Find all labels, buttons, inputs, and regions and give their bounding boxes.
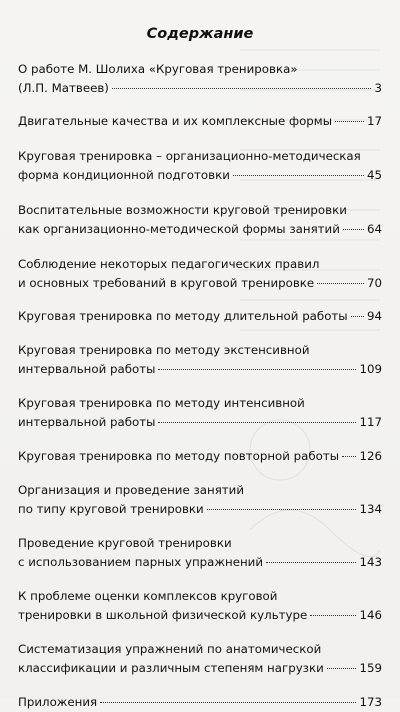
toc-entry-text: Круговая тренировка по методу экстенсивной [18, 343, 310, 357]
toc-entry-text: Систематизация упражнений по анатомической [18, 642, 322, 656]
toc-entry[interactable] [18, 481, 382, 519]
toc-page-number: 173 [359, 695, 382, 709]
toc-entry[interactable] [18, 447, 382, 466]
toc-entry-text: Двигательные качества и их комплексные формы [18, 114, 333, 128]
toc-page-number: 3 [374, 81, 382, 95]
dot-leader [351, 316, 364, 317]
toc-entry-text: форма кондиционной подготовки [18, 168, 230, 182]
table-of-contents [18, 60, 382, 712]
toc-entry[interactable] [18, 693, 382, 712]
dot-leader [207, 509, 357, 510]
toc-page-number: 126 [359, 449, 382, 463]
toc-page-number: 70 [366, 276, 382, 290]
dot-leader [100, 702, 356, 703]
toc-entry[interactable] [18, 341, 382, 379]
toc-entry[interactable] [18, 255, 382, 293]
toc-entry-text: Круговая тренировка – организационно-методическая [18, 149, 361, 163]
dot-leader [158, 369, 356, 370]
toc-entry[interactable] [18, 307, 382, 326]
contents-heading: Содержание [146, 26, 254, 42]
toc-entry-text: Воспитательные возможности круговой тренировки [18, 203, 347, 217]
dot-leader [327, 668, 357, 669]
toc-entry-text: О работе М. Шолиха «Круговая тренировка» [18, 62, 298, 76]
toc-page-number: 117 [359, 415, 382, 429]
toc-page-number: 134 [359, 502, 382, 516]
toc-entry-text: (Л.П. Матвеев) [18, 81, 109, 95]
toc-entry[interactable] [18, 640, 382, 678]
dot-leader [335, 121, 364, 122]
toc-page-number: 17 [366, 114, 382, 128]
dot-leader [343, 229, 364, 230]
toc-page-number: 94 [366, 309, 382, 323]
toc-entry-text: Организация и проведение занятий [18, 483, 244, 497]
toc-entry[interactable] [18, 112, 382, 131]
toc-entry-text: интервальной работы [18, 362, 156, 376]
toc-entry-text: как организационно-методической формы занятий [18, 222, 340, 236]
toc-entry[interactable] [18, 60, 382, 98]
toc-entry-text: тренировки в школьной физической культуре [18, 608, 308, 622]
dot-leader [310, 615, 356, 616]
toc-page-number: 143 [359, 555, 382, 569]
toc-entry-text: по типу круговой тренировки [18, 502, 204, 516]
dot-leader [342, 456, 356, 457]
dot-leader [233, 175, 364, 176]
toc-entry[interactable] [18, 201, 382, 239]
toc-entry-text: Круговая тренировка по методу длительной работы [18, 309, 348, 323]
toc-page-number: 64 [366, 222, 382, 236]
toc-entry-text: Круговая тренировка по методу повторной работы [18, 449, 340, 463]
toc-entry[interactable] [18, 147, 382, 185]
toc-page-number: 146 [359, 608, 382, 622]
toc-entry-text: и основных требований в круговой тренировке [18, 276, 315, 290]
toc-entry-text: К проблеме оценки комплексов круговой [18, 589, 278, 603]
toc-entry-text: с использованием парных упражнений [18, 555, 264, 569]
toc-entry[interactable] [18, 587, 382, 625]
toc-entry-text: Приложения [18, 695, 98, 709]
dot-leader [317, 283, 364, 284]
toc-entry[interactable] [18, 534, 382, 572]
dot-leader [266, 562, 356, 563]
dot-leader [112, 88, 372, 89]
toc-entry-text: Проведение круговой тренировки [18, 536, 232, 550]
toc-entry-text: классификации и различным степеням нагрузки [18, 661, 324, 675]
toc-entry-text: Круговая тренировка по методу интенсивной [18, 396, 305, 410]
toc-page-number: 45 [366, 168, 382, 182]
toc-entry-text: интервальной работы [18, 415, 156, 429]
toc-page-number: 159 [359, 661, 382, 675]
toc-page-number: 109 [359, 362, 382, 376]
dot-leader [158, 422, 356, 423]
toc-entry-text: Соблюдение некоторых педагогических правил [18, 257, 320, 271]
toc-entry[interactable] [18, 394, 382, 432]
